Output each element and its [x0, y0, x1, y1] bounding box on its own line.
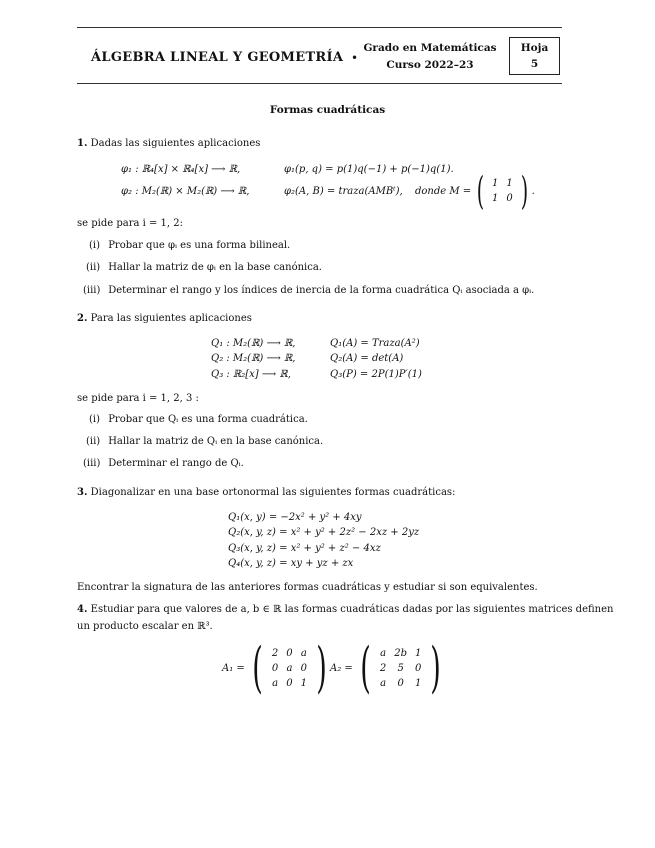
ex2-item-1 [89, 414, 308, 425]
sheet-number: 5 [530, 58, 539, 70]
ex1-map2-domain: φ₂ : M₂(ℝ) × M₂(ℝ) ⟶ ℝ, [121, 186, 250, 197]
matrix-A2-block [330, 636, 446, 699]
ex3-intro-text: Diagonalizar en una base ortonormal las siguientes formas cuadráticas: [90, 487, 456, 498]
ex1-where [415, 169, 535, 213]
matrix-cell: a [380, 647, 387, 659]
matrix-cell: 1 [415, 677, 422, 689]
matrix-cell: 2 [379, 662, 387, 674]
ex2-intro-text: Para las siguientes aplicaciones [90, 313, 252, 324]
header-bottom-rule [77, 83, 562, 84]
ex1-map1-domain: φ₁ : ℝ₄[x] × ℝ₄[x] ⟶ ℝ, [121, 164, 241, 175]
ex2-map2-domain: Q₂ : M₂(ℝ) ⟶ ℝ, [211, 353, 296, 364]
header-top-rule [77, 27, 562, 28]
matrix-cell: 0 [506, 193, 513, 204]
ex4-line2: un producto escalar en ℝ³. [77, 621, 213, 632]
matrix-cell: 0 [397, 677, 404, 689]
ex1-period: . [531, 185, 535, 197]
ex3-form-2: Q₂(x, y, z) = x² + y² + 2z² − 2xz + 2yz [228, 527, 420, 538]
left-paren-icon: ( [476, 169, 485, 213]
matrix-cell: 1 [506, 178, 513, 189]
matrix-cell: 2b [394, 647, 408, 659]
right-paren-icon: ) [520, 169, 528, 213]
degree-name: Grado en Matemáticas [363, 42, 497, 54]
ex3-outro: Encontrar la signatura de las anteriores formas cuadráticas y estudiar si son equivalentes. [77, 582, 538, 593]
item-text: Hallar la matriz de φᵢ en la base canónica. [108, 262, 322, 273]
ex2-map1-def: Q₁(A) = Traza(A²) [330, 338, 420, 349]
ex1-ask: se pide para i = 1, 2: [77, 218, 183, 229]
left-paren-icon: ( [252, 636, 263, 699]
matrix-M [488, 176, 517, 206]
matrix-A2-label: A₂ = [330, 662, 353, 674]
ex1-item-2 [86, 262, 322, 273]
matrix-cell: 0 [286, 647, 293, 659]
matrix-cell: 1 [492, 178, 499, 189]
matrix-cell: 0 [286, 677, 293, 689]
left-paren-icon: ( [360, 636, 371, 699]
ex1-intro [77, 138, 260, 149]
matrix-cell: 1 [415, 647, 422, 659]
ex4-number: 4. [77, 604, 88, 615]
ex2-map1-domain: Q₁ : M₂(ℝ) ⟶ ℝ, [211, 338, 296, 349]
matrix-cell: 5 [397, 662, 404, 674]
ex2-intro [77, 313, 252, 324]
matrix-cell: 0 [271, 662, 279, 674]
ex3-intro [77, 487, 455, 498]
matrix-cell: 2 [271, 647, 279, 659]
matrix-cell: a [272, 677, 279, 689]
matrix-cell: 1 [492, 193, 499, 204]
item-text: Probar que Qᵢ es una forma cuadrática. [108, 414, 308, 425]
course-title: ÁLGEBRA LINEAL Y GEOMETRÍA [91, 50, 344, 65]
page-title: Formas cuadráticas [269, 104, 386, 116]
matrix-cell: 0 [300, 662, 307, 674]
item-text: Probar que φᵢ es una forma bilineal. [108, 240, 291, 251]
header-bullet: • [351, 51, 359, 65]
ex1-item-1 [89, 240, 290, 251]
matrix-cell: a [380, 677, 387, 689]
sheet-label: Hoja [520, 42, 549, 54]
matrix-cell: 1 [300, 677, 307, 689]
matrix-A2 [376, 646, 426, 691]
item-label: (i) [89, 414, 101, 425]
item-label: (i) [89, 240, 101, 251]
ex1-number: 1. [77, 138, 88, 149]
ex3-number: 3. [77, 487, 88, 498]
item-label: (ii) [86, 436, 101, 447]
ex2-ask: se pide para i = 1, 2, 3 : [77, 393, 199, 404]
right-paren-icon: ) [430, 636, 442, 699]
ex3-form-4: Q₄(x, y, z) = xy + yz + zx [228, 558, 354, 569]
item-text: Hallar la matriz de Qᵢ en la base canónica. [108, 436, 324, 447]
sheet-box [509, 37, 560, 75]
item-text: Determinar el rango y los índices de inercia de la forma cuadrática Qᵢ asociada a φᵢ. [108, 285, 535, 296]
matrix-A1-label: A₁ = [222, 662, 245, 674]
ex3-form-3: Q₃(x, y, z) = x² + y² + z² − 4xz [228, 543, 381, 554]
ex1-item-3 [83, 285, 534, 296]
item-text: Determinar el rango de Qᵢ. [108, 458, 244, 469]
item-label: (iii) [83, 458, 101, 469]
ex2-map3-domain: Q₃ : ℝ₂[x] ⟶ ℝ, [211, 369, 291, 380]
matrix-A1 [268, 646, 311, 691]
ex4-line1-text: Estudiar para que valores de a, b ∈ ℝ las formas cuadráticas dadas por las siguientes matrices definen [90, 604, 614, 615]
item-label: (iii) [83, 285, 101, 296]
right-paren-icon: ) [316, 636, 327, 699]
header-degree-block [362, 40, 498, 74]
ex3-form-1: Q₁(x, y) = −2x² + y² + 4xy [228, 512, 362, 523]
matrix-cell: 0 [415, 662, 422, 674]
matrix-cell: a [300, 647, 307, 659]
ex1-map1-def: φ₁(p, q) = p(1)q(−1) + p(−1)q(1). [284, 164, 454, 175]
ex2-map3-def: Q₃(P) = 2P(1)P′(1) [330, 369, 422, 380]
item-label: (ii) [86, 262, 101, 273]
ex2-item-2 [86, 436, 323, 447]
academic-year: Curso 2022–23 [386, 59, 474, 71]
ex2-map2-def: Q₂(A) = det(A) [330, 353, 404, 364]
ex1-intro-text: Dadas las siguientes aplicaciones [90, 138, 261, 149]
ex1-map2-def: φ₂(A, B) = traza(AMBᵗ), [284, 186, 403, 197]
matrix-A1-block [222, 636, 332, 699]
ex1-where-text: donde M = [415, 185, 472, 197]
ex4-line1 [77, 604, 613, 615]
matrix-cell: a [286, 662, 293, 674]
ex2-item-3 [83, 458, 244, 469]
ex2-number: 2. [77, 313, 88, 324]
